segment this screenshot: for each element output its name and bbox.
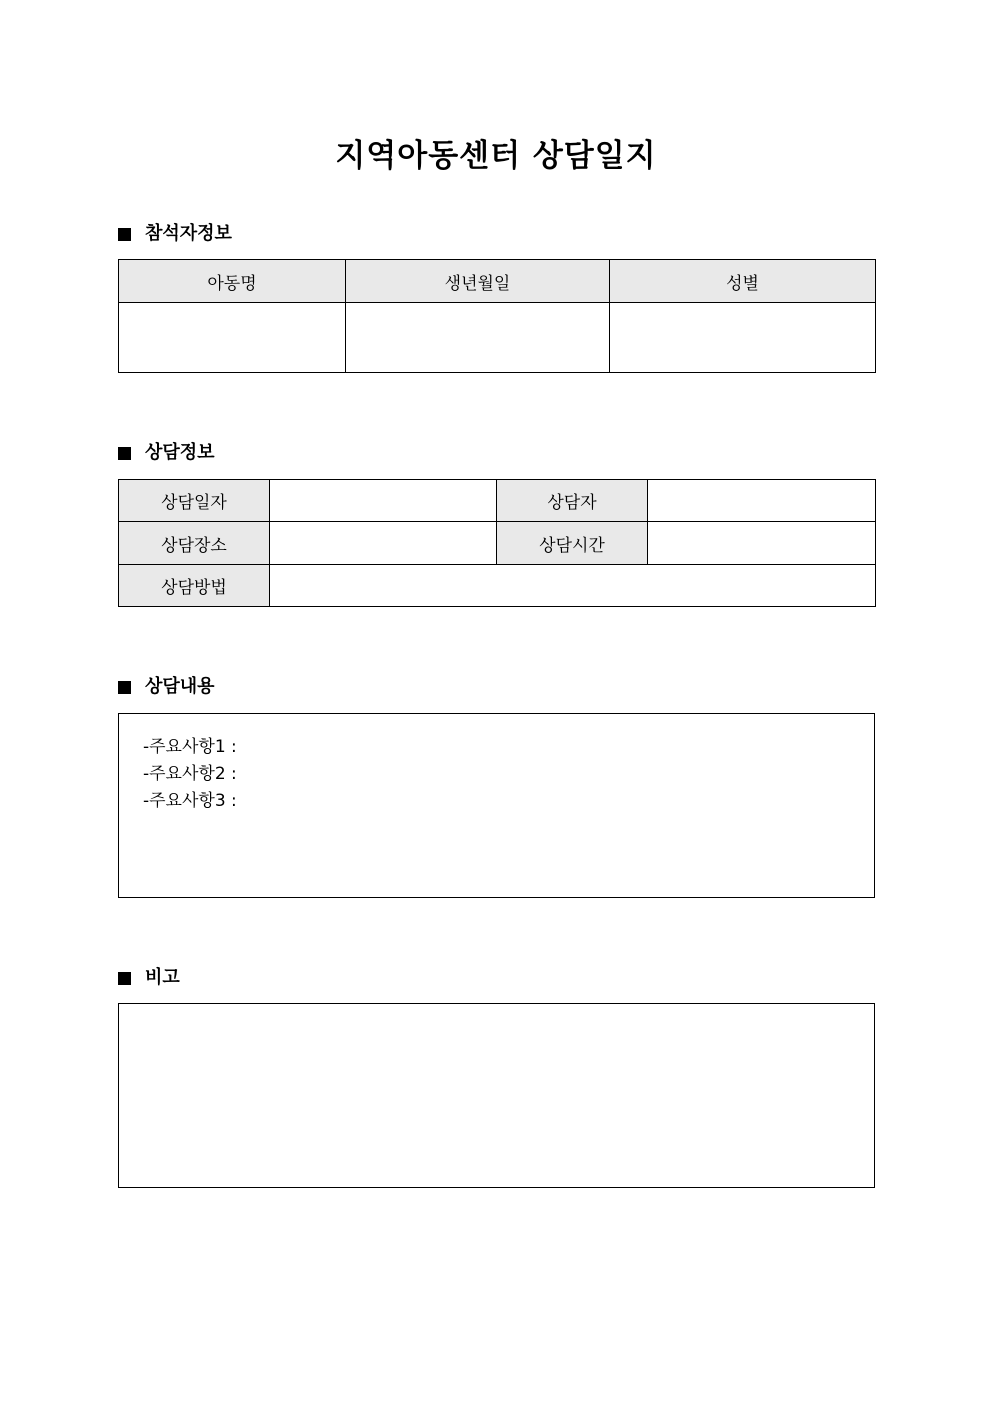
counseling-info-row bbox=[119, 565, 876, 607]
section-heading-label: 참석자정보 bbox=[145, 223, 232, 244]
section-heading-counseling-info bbox=[118, 441, 215, 465]
column-header-gender: 성별 bbox=[610, 260, 876, 303]
section-heading-counseling-content bbox=[118, 675, 215, 699]
counseling-info-table bbox=[118, 479, 876, 607]
counseling-place-field[interactable] bbox=[270, 522, 497, 565]
section-heading-label: 상담내용 bbox=[145, 676, 215, 697]
section-heading-remarks bbox=[118, 966, 180, 990]
counselor-label: 상담자 bbox=[497, 480, 648, 522]
counseling-method-field[interactable] bbox=[270, 565, 876, 607]
remarks-box[interactable] bbox=[118, 1003, 875, 1188]
black-square-icon bbox=[118, 972, 131, 985]
counseling-date-label: 상담일자 bbox=[119, 480, 270, 522]
counseling-time-label: 상담시간 bbox=[497, 522, 648, 565]
section-heading-participant bbox=[118, 222, 232, 246]
counseling-info-row bbox=[119, 480, 876, 522]
participant-header-row bbox=[119, 260, 876, 303]
counselor-field[interactable] bbox=[648, 480, 876, 522]
column-header-birthdate: 생년월일 bbox=[346, 260, 610, 303]
key-item-line-3: -주요사항3 : bbox=[143, 791, 237, 811]
column-header-child-name: 아동명 bbox=[119, 260, 346, 303]
counseling-place-label: 상담장소 bbox=[119, 522, 270, 565]
key-item-line-2: -주요사항2 : bbox=[143, 764, 237, 784]
black-square-icon bbox=[118, 681, 131, 694]
counseling-date-field[interactable] bbox=[270, 480, 497, 522]
black-square-icon bbox=[118, 447, 131, 460]
counseling-info-row bbox=[119, 522, 876, 565]
gender-field[interactable] bbox=[610, 303, 876, 373]
section-heading-label: 상담정보 bbox=[145, 442, 215, 463]
child-name-field[interactable] bbox=[119, 303, 346, 373]
counseling-time-field[interactable] bbox=[648, 522, 876, 565]
participant-input-row bbox=[119, 303, 876, 373]
birthdate-field[interactable] bbox=[346, 303, 610, 373]
counseling-method-label: 상담방법 bbox=[119, 565, 270, 607]
page-title: 지역아동센터 상담일지 bbox=[335, 138, 657, 174]
section-heading-label: 비고 bbox=[145, 967, 180, 988]
participant-table bbox=[118, 259, 876, 373]
key-item-line-1: -주요사항1 : bbox=[143, 737, 237, 757]
black-square-icon bbox=[118, 228, 131, 241]
counseling-content-box[interactable] bbox=[118, 713, 875, 898]
